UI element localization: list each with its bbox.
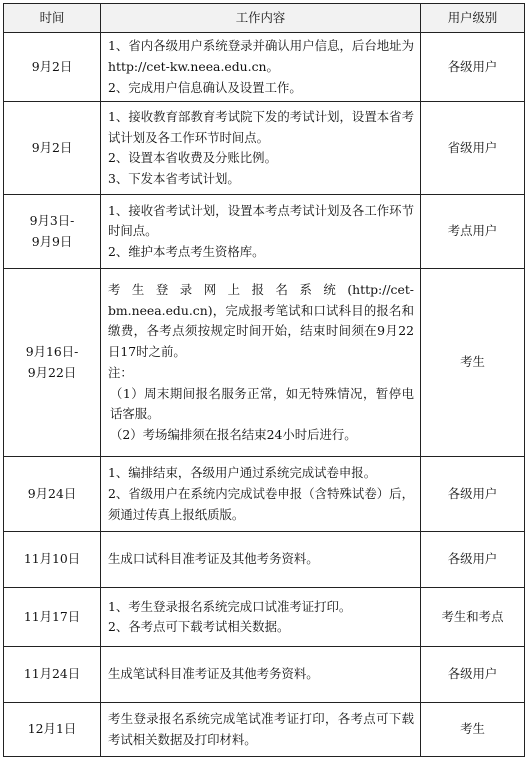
header-level: 用户级别 — [421, 4, 525, 33]
table-row — [4, 703, 525, 757]
cell-content — [101, 703, 421, 757]
table-row — [4, 195, 525, 269]
content-line: 1、接收省考试计划，设置本考点考试计划及各工作环节时间点。 — [108, 202, 414, 239]
content-line: 1、考生登录报名系统完成口试准考证打印。 — [108, 598, 352, 614]
content-line: 1、编排结束，各级用户通过系统完成试卷申报。 — [108, 465, 377, 481]
table-row — [4, 269, 525, 457]
content-line: 1、省内各级用户系统登录并确认用户信息，后台地址为 http://cet-kw.neea.edu.cn。 — [108, 38, 414, 74]
content-line: 2、各考点可下载考试相关数据。 — [108, 619, 290, 635]
content-line: 考生登录网上报名系统(http://cet-bm.neea.edu.cn)，完成报考笔试和口试科目的报名和缴费，各考点须按规定时间开始，结束时间须在9月22日17时之前。 — [108, 281, 414, 360]
content-line: 考生登录报名系统完成笔试准考证打印，各考点可下载考试相关数据及打印材料。 — [108, 711, 414, 747]
cell-time — [4, 703, 101, 757]
content-line: 3、下发本省考试计划。 — [108, 171, 240, 187]
cell-user-level: 考生 — [421, 269, 525, 457]
content-line: 1、接收教育部教育考试院下发的考试计划，设置本省考试计划及各工作环节时间点。 — [108, 108, 414, 145]
time-text: 11月17日 — [23, 608, 81, 624]
table-row — [4, 532, 525, 588]
cell-content — [101, 647, 421, 703]
time-text: 9月9日 — [31, 233, 73, 249]
cell-time — [4, 195, 101, 269]
content-line: （2）考场编排须在报名结束24小时后进行。 — [110, 427, 357, 443]
cell-user-level: 考生和考点 — [421, 588, 525, 647]
content-line: 注： — [108, 364, 133, 380]
cell-content — [101, 195, 421, 269]
cell-user-level: 各级用户 — [421, 532, 525, 588]
content-line: 2、设置本省收费及分账比例。 — [108, 150, 277, 166]
cell-content — [101, 457, 421, 532]
time-text: 9月24日 — [27, 485, 77, 501]
time-text: 12月1日 — [27, 721, 77, 737]
cell-user-level: 考点用户 — [421, 195, 525, 269]
time-text: 11月24日 — [23, 666, 81, 682]
cell-user-level: 各级用户 — [421, 647, 525, 703]
cell-time — [4, 269, 101, 457]
table-row — [4, 647, 525, 703]
content-line: 2、完成用户信息确认及设置工作。 — [108, 79, 302, 95]
cell-content — [101, 269, 421, 457]
cell-time — [4, 33, 101, 102]
table-row — [4, 588, 525, 647]
header-content: 工作内容 — [101, 4, 421, 33]
cell-content — [101, 33, 421, 102]
time-text: 9月2日 — [31, 58, 73, 74]
header-time: 时间 — [4, 4, 101, 33]
cell-user-level: 各级用户 — [421, 33, 525, 102]
time-text: 9月22日 — [27, 364, 77, 380]
time-text: 9月2日 — [31, 139, 73, 155]
time-text: 9月3日- — [29, 213, 75, 229]
table-header-row — [4, 4, 525, 33]
content-line: （1）周末期间报名服务正常，如无特殊情况，暂停电话客服。 — [110, 385, 414, 422]
table-row — [4, 457, 525, 532]
cell-content — [101, 588, 421, 647]
cell-user-level: 省级用户 — [421, 102, 525, 195]
schedule-table-wrapper — [3, 3, 525, 757]
content-line: 生成笔试科目准考证及其他考务资料。 — [108, 666, 319, 682]
cell-time — [4, 647, 101, 703]
content-line: 2、省级用户在系统内完成试卷申报（含特殊试卷）后，须通过传真上报纸质版。 — [108, 485, 414, 522]
cell-content — [101, 532, 421, 588]
cell-time — [4, 457, 101, 532]
cell-time — [4, 588, 101, 647]
content-line: 生成口试科目准考证及其他考务资料。 — [108, 551, 319, 567]
content-line: 2、维护本考点考生资格库。 — [108, 244, 265, 260]
cell-user-level: 各级用户 — [421, 457, 525, 532]
table-row — [4, 102, 525, 195]
time-text: 11月10日 — [23, 551, 81, 567]
time-text: 9月16日- — [25, 344, 79, 360]
table-row — [4, 33, 525, 102]
cell-time — [4, 532, 101, 588]
cell-content — [101, 102, 421, 195]
cell-user-level: 考生 — [421, 703, 525, 757]
exam-schedule-table — [3, 3, 525, 757]
cell-time — [4, 102, 101, 195]
